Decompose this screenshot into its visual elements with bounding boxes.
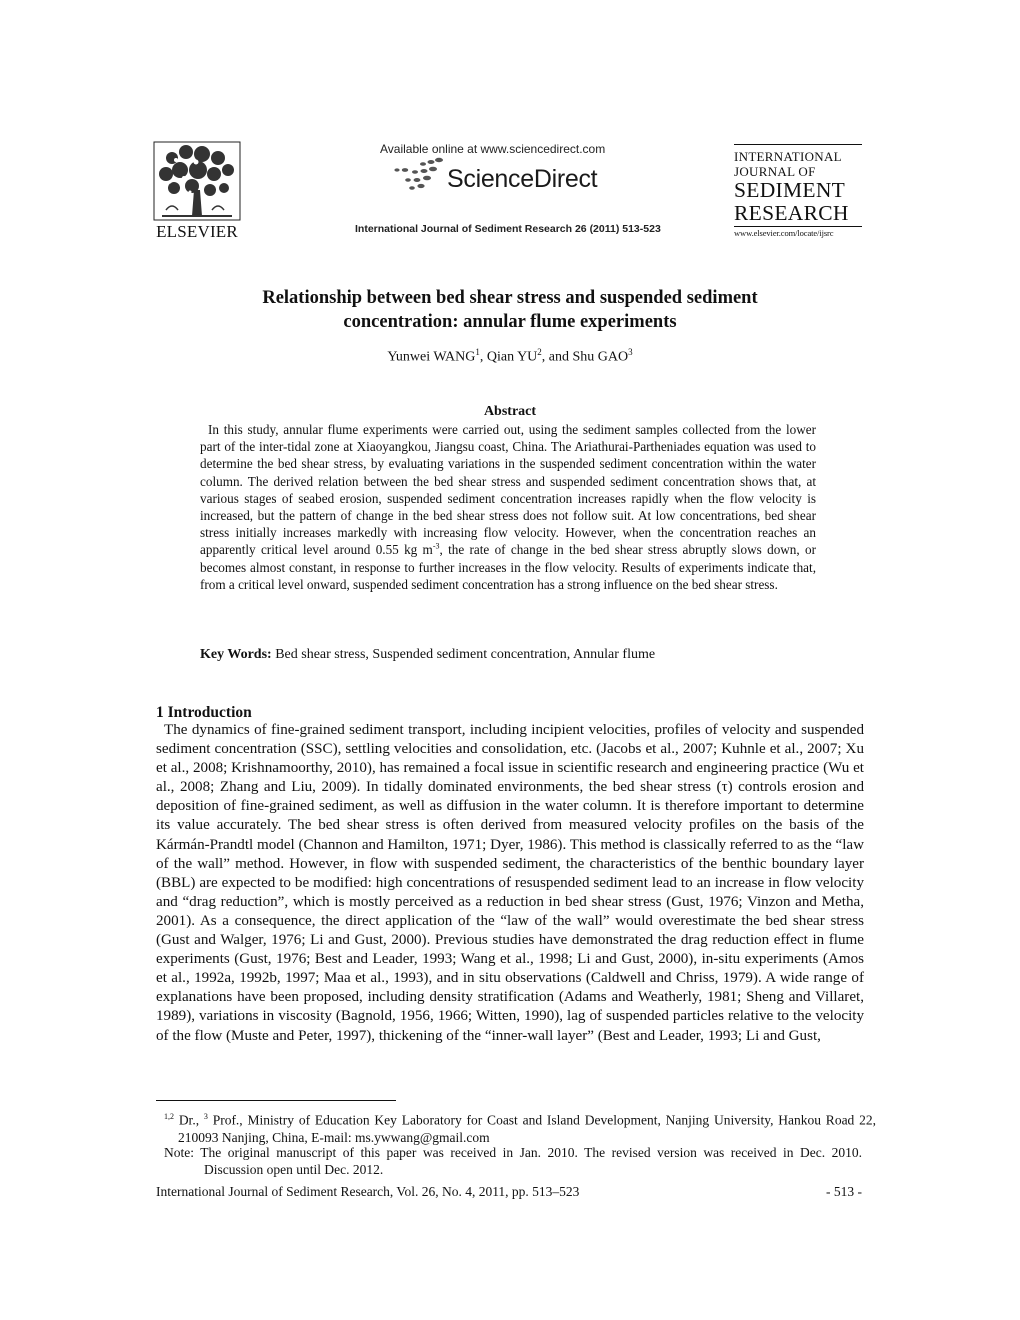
footnote-affiliation <box>164 1108 876 1146</box>
author-list <box>150 347 870 366</box>
sciencedirect-dots-icon <box>393 156 445 192</box>
journal-logo <box>734 144 862 238</box>
article-title <box>150 286 870 334</box>
keywords-text: Bed shear stress, Suspended sediment concentration, Annular flume <box>275 647 656 662</box>
footnote-affiliation-text: Prof., Ministry of Education Key Laboratory for Coast and Island Development, Nanjing University, Hankou Road 22, 210093 Nanjing, China, E-mail: ms.ywwang@gmail.com <box>178 1112 876 1145</box>
author-affiliation: 3 <box>628 347 633 357</box>
page-number: - 513 - <box>826 1184 862 1199</box>
abstract-superscript: -3 <box>432 542 440 552</box>
author-affiliation: 1 <box>475 347 480 357</box>
logo-rule <box>734 144 862 145</box>
title-line-1: Relationship between bed shear stress and suspended sediment <box>262 288 758 308</box>
footnote-divider <box>156 1100 396 1101</box>
author-separator: , and <box>541 349 573 365</box>
footnote-manuscript-note: Note: The original manuscript of this paper was received in Jan. 2010. The revised version was received in Dec. 2010. Discussion open until Dec. 2012. <box>164 1145 862 1177</box>
journal-citation-header: International Journal of Sediment Research 26 (2011) 513-523 <box>355 223 661 235</box>
author-name: Shu GAO <box>572 349 629 365</box>
abstract-part-1: In this study, annular flume experiments were carried out, using the sediment samples collected from the lower part of the inter-tidal zone at Xiaoyangkou, Jiangsu coast, China. The Ariathurai-Partheniades equation was used to determine the bed shear stress, by evaluating variations in the suspended sediment concentration within the water column. The derived relation between the bed shear stress and suspended sediment concentration shows that, at various stages of seabed erosion, suspended sediment concentration increases rapidly when the flow velocity is increased, but the pattern of change in the bed shear stress does not follow suit. At low concentrations, bed shear stress initially increases markedly with increasing flow velocity. However, when the concentration reaches an apparently critical level around 0.55 kg m <box>200 422 816 558</box>
footnote-marker: 3 <box>203 1112 208 1121</box>
abstract-part-2: , the rate of change in the bed shear stress abruptly slows down, or becomes almost constant, in response to further increases in the flow velocity. Results of experiments indicate that, from a critical level onward, suspended sediment concentration has a strong influence on the bed shear stress. <box>200 542 816 592</box>
author-name: Qian YU <box>486 349 538 365</box>
logo-line-2: JOURNAL OF <box>734 164 816 179</box>
footnote-marker: 1,2 <box>164 1112 174 1121</box>
footnote-role: Dr., <box>174 1112 204 1128</box>
abstract-text <box>200 421 816 593</box>
introduction-paragraph: The dynamics of fine-grained sediment transport, including incipient velocities, profiles of velocity and suspended sediment concentration (SSC), settling velocities and consolidation, etc. (Jacobs et al., 2007; Kuhnle et al., 2007; Xu et al., 2008; Krishnamoorthy, 2010), has remained a focal issue in scientific research and engineering practice (Wu et al., 2008; Zhang and Liu, 2009). In tidally dominated environments, the bed shear stress (τ) controls erosion and deposition of fine-grained sediment, as well as diffusion in the water column. It is therefore important to determine its value accurately. The bed shear stress is often derived from measured velocity profiles on the basis of the Kármán-Prandtl model (Channon and Hamilton, 1971; Dyer, 1986). This method is classically referred to as the “law of the wall” method. However, in flow with suspended sediment, the characteristics of the benthic boundary layer (BBL) are expected to be modified: high concentrations of resuspended sediment lead to an increase in flow velocity and “drag reduction”, which is mostly perceived as a reduction in bed shear stress (Gust, 1976; Vinzon and Metha, 2001). As a consequence, the direct application of the “law of the wall” would overestimate the bed shear stress (Gust and Walger, 1976; Li and Gust, 2000). Previous studies have demonstrated the drag reduction effect in flume experiments (Gust, 1976; Best and Leader, 1993; Wang et al., 1998; Li and Gust, 2000), in-situ experiments (Amos et al., 1992a, 1992b, 1997; Maa et al., 1993), and in situ observations (Caldwell and Chriss, 1979). A wide range of explanations have been proposed, including density stratification (Adams and Weatherly, 1981; Sheng and Villaret, 1989), variations in viscosity (Bagnold, 1956, 1966; Witten, 1990), lag of suspended particles relative to the velocity of the flow (Muste and Peter, 1997), thickening of the “inner-wall layer” (Best and Leader, 1993; Li and Gust, <box>156 722 864 1044</box>
author-separator: , <box>479 349 487 365</box>
keywords-label: Key Words: <box>200 647 272 662</box>
logo-line-3: SEDIMENT <box>734 178 846 202</box>
journal-url[interactable]: www.elsevier.com/locate/ijsrc <box>734 226 862 238</box>
abstract-heading: Abstract <box>483 404 537 419</box>
title-line-2: concentration: annular flume experiments <box>343 312 677 332</box>
footer-citation: International Journal of Sediment Research, Vol. 26, No. 4, 2011, pp. 513–523 <box>156 1184 580 1199</box>
author-affiliation: 2 <box>537 347 542 357</box>
available-online-text[interactable]: Available online at www.sciencedirect.com <box>380 142 606 156</box>
elsevier-wordmark: ELSEVIER <box>156 222 238 241</box>
logo-line-1: INTERNATIONAL <box>734 149 842 164</box>
section-heading-introduction: 1 Introduction <box>156 704 252 721</box>
keywords-line <box>200 647 840 663</box>
author-name: Yunwei WANG <box>387 349 476 365</box>
sciencedirect-wordmark: ScienceDirect <box>447 165 598 193</box>
logo-line-4: RESEARCH <box>734 201 849 225</box>
